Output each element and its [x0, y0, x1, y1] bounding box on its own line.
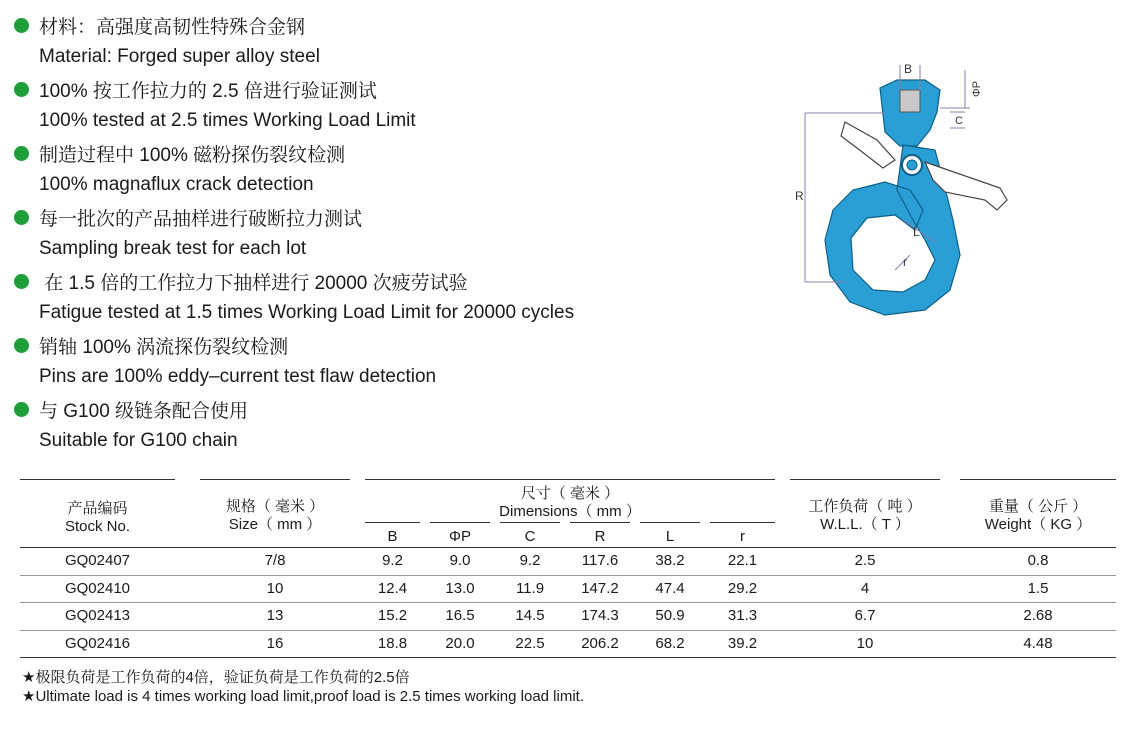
header-size-en: Size（ mm ）	[228, 516, 322, 533]
feature-item	[14, 9, 714, 73]
table-row	[20, 548, 1116, 576]
header-dim-en: Dimensions（ mm ）	[499, 503, 641, 520]
bullet-icon	[14, 402, 29, 417]
cell-p: 13.0	[445, 579, 475, 597]
cell-c: 14.5	[515, 607, 545, 624]
subheader-c: C	[524, 528, 536, 545]
feature-en: Fatigue tested at 1.5 times Working Load Limit for 20000 cycles	[39, 302, 575, 323]
bullet-icon	[14, 82, 29, 97]
cell-l: 47.4	[655, 579, 685, 597]
feature-en: Pins are 100% eddy–current test flaw detection	[39, 366, 437, 387]
feature-cn: 每一批次的产品抽样进行破断拉力测试	[39, 208, 363, 230]
feature-cn: 销轴 100% 涡流探伤裂纹检测	[39, 336, 289, 358]
table-header	[20, 478, 1116, 548]
pin-circle	[907, 160, 917, 170]
cell-weight: 2.68	[1023, 607, 1053, 624]
hook-diagram	[785, 50, 1025, 340]
header-stock-en: Stock No.	[64, 518, 131, 535]
dim-label-r-small: r	[903, 255, 907, 269]
feature-cn: 材料：高强度高韧性特殊合金钢	[39, 16, 306, 38]
cell-weight: 4.48	[1023, 634, 1053, 652]
cell-l: 38.2	[655, 552, 685, 569]
chain-link-section	[900, 90, 920, 112]
cell-stock: GQ02416	[64, 634, 131, 652]
dim-label-b: B	[904, 62, 913, 76]
bullet-icon	[14, 146, 29, 161]
dim-label-p: ΦP	[971, 80, 983, 97]
feature-cn: 100% 按工作拉力的 2.5 倍进行验证测试	[39, 80, 377, 102]
cell-p: 9.0	[449, 552, 471, 569]
cell-r: 22.1	[727, 552, 758, 569]
footnote-cn: ★极限负荷是工作负荷的4倍，验证负荷是工作负荷的2.5倍	[22, 669, 410, 686]
cell-size: 13	[266, 607, 284, 624]
footnotes	[22, 668, 584, 706]
feature-en: Sampling break test for each lot	[39, 238, 307, 259]
cell-r-big: 174.3	[581, 607, 619, 624]
cell-size: 7/8	[264, 552, 286, 569]
dim-label-c: C	[955, 115, 963, 127]
header-size-cn: 规格（ 毫米 ）	[225, 498, 325, 515]
cell-r-big: 206.2	[581, 634, 619, 652]
cell-p: 16.5	[445, 607, 475, 624]
dim-label-r-big: R	[795, 189, 804, 203]
header-weight-cn: 重量（ 公斤 ）	[988, 498, 1088, 515]
bullet-icon	[14, 18, 29, 33]
bullet-icon	[14, 210, 29, 225]
header-wll-en: W.L.L.（ T ）	[820, 516, 910, 533]
dim-label-l: L	[913, 225, 920, 239]
cell-wll: 4	[860, 579, 870, 597]
feature-cn: 制造过程中 100% 磁粉探伤裂纹检测	[39, 144, 346, 166]
feature-en: 100% magnaflux crack detection	[39, 174, 314, 195]
feature-item	[14, 137, 714, 201]
cell-r: 31.3	[727, 607, 758, 624]
feature-item	[14, 265, 714, 329]
cell-c: 11.9	[515, 579, 545, 597]
cell-wll: 2.5	[854, 552, 876, 569]
header-dim-cn: 尺寸（ 毫米 ）	[520, 485, 620, 502]
cell-r-big: 117.6	[581, 552, 619, 569]
cell-stock: GQ02407	[64, 552, 131, 569]
cell-wll: 6.7	[854, 607, 876, 624]
subheader-r: r	[740, 528, 745, 545]
feature-en: Material: Forged super alloy steel	[39, 46, 320, 67]
cell-r: 29.2	[727, 579, 758, 597]
cell-r: 39.2	[727, 634, 758, 652]
feature-cn: 与 G100 级链条配合使用	[39, 400, 249, 422]
feature-list	[14, 9, 714, 457]
cell-b: 18.8	[377, 634, 408, 652]
cell-r-big: 147.2	[581, 579, 619, 597]
bullet-icon	[14, 338, 29, 353]
cell-p: 20.0	[445, 634, 475, 652]
feature-item	[14, 73, 714, 137]
hook-body	[825, 80, 1007, 315]
subheader-l: L	[665, 528, 675, 545]
header-wll-cn: 工作负荷（ 吨 ）	[808, 498, 922, 515]
cell-b: 12.4	[377, 579, 408, 597]
cell-weight: 1.5	[1027, 579, 1049, 597]
feature-item	[14, 329, 714, 393]
cell-l: 68.2	[655, 634, 685, 652]
feature-item	[14, 393, 714, 457]
feature-item	[14, 201, 714, 265]
subheader-p: ΦP	[449, 528, 471, 545]
cell-size: 10	[266, 579, 284, 597]
header-stock-cn: 产品编码	[67, 500, 128, 517]
cell-stock: GQ02413	[64, 607, 131, 624]
header-weight-en: Weight（ KG ）	[984, 516, 1092, 533]
cell-c: 9.2	[519, 552, 541, 569]
cell-stock: GQ02410	[64, 579, 131, 597]
footnote-en: ★Ultimate load is 4 times working load limit,proof load is 2.5 times working load limit.	[22, 688, 584, 705]
feature-cn: 在 1.5 倍的工作拉力下抽样进行 20000 次疲劳试验	[39, 272, 468, 294]
bullet-icon	[14, 274, 29, 289]
cell-c: 22.5	[515, 634, 545, 652]
subheader-r-big: R	[594, 528, 606, 545]
cell-weight: 0.8	[1027, 552, 1049, 569]
table-row	[20, 576, 1116, 604]
cell-wll: 10	[856, 634, 874, 652]
spec-table	[20, 478, 1116, 658]
cell-b: 15.2	[377, 607, 408, 624]
cell-b: 9.2	[382, 552, 403, 569]
feature-en: Suitable for G100 chain	[39, 430, 238, 451]
table-row	[20, 603, 1116, 631]
feature-en: 100% tested at 2.5 times Working Load Limit	[39, 110, 416, 131]
cell-l: 50.9	[655, 607, 685, 624]
subheader-b: B	[387, 528, 398, 545]
table-row	[20, 631, 1116, 659]
cell-size: 16	[266, 634, 284, 652]
